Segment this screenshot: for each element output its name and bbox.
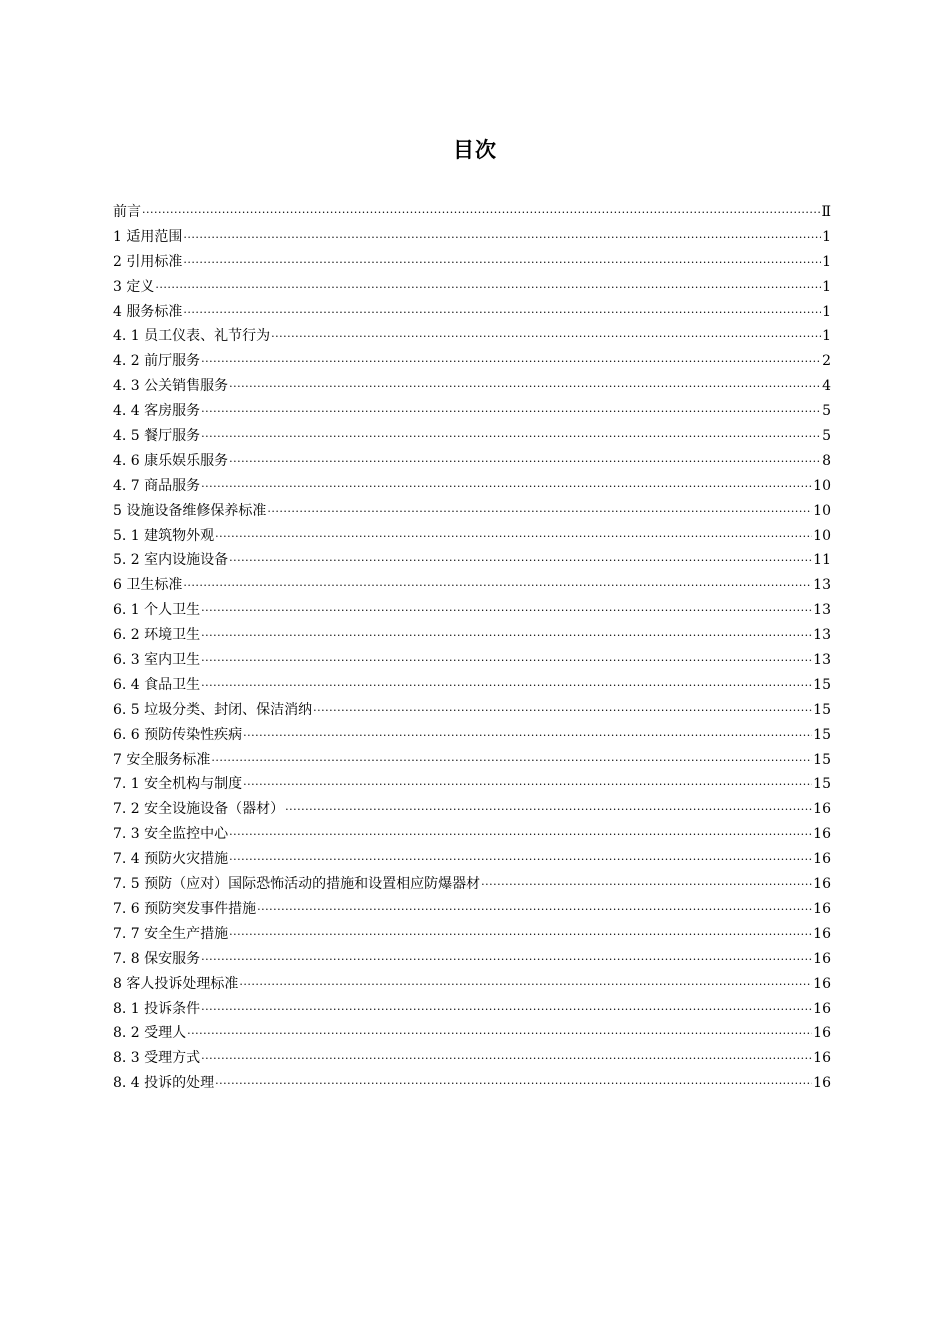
toc-entry-page: 8 (822, 452, 831, 469)
toc-entry[interactable] (113, 374, 831, 399)
toc-entry-page: 2 (822, 353, 831, 370)
toc-entry-page: 1 (822, 328, 831, 345)
toc-entry-label: 8. 4 投诉的处理 (113, 1075, 215, 1092)
toc-entry-page: 16 (813, 975, 831, 992)
toc-entry-label: 6. 4 食品卫生 (113, 676, 201, 693)
toc-leader-dots (313, 699, 812, 724)
toc-entry[interactable] (113, 1021, 831, 1046)
toc-entry-label: 7. 8 保安服务 (113, 950, 201, 967)
toc-entry-page: 16 (813, 950, 831, 967)
toc-leader-dots (201, 599, 812, 624)
toc-entry-page: 5 (822, 403, 831, 420)
toc-leader-dots (201, 649, 812, 674)
toc-entry-label: 7 安全服务标准 (113, 751, 211, 768)
toc-leader-dots (201, 998, 812, 1023)
toc-entry[interactable] (113, 225, 831, 250)
toc-entry-page: 1 (822, 303, 831, 320)
toc-leader-dots (285, 798, 812, 823)
toc-leader-dots (267, 500, 812, 525)
toc-entry-label: 6. 2 环境卫生 (113, 627, 201, 644)
toc-entry[interactable] (113, 748, 831, 773)
toc-entry-page: 16 (813, 1050, 831, 1067)
toc-entry-page: 4 (822, 378, 831, 395)
toc-entry[interactable] (113, 698, 831, 723)
toc-entry-page: 13 (813, 652, 831, 669)
toc-leader-dots (215, 1072, 812, 1097)
toc-entry[interactable] (113, 349, 831, 374)
toc-entry[interactable] (113, 399, 831, 424)
toc-entry-label: 7. 1 安全机构与制度 (113, 776, 243, 793)
page-title: 目次 (453, 138, 497, 162)
toc-entry-page: 16 (813, 851, 831, 868)
toc-entry-page: 16 (813, 1075, 831, 1092)
toc-entry-label: 7. 3 安全监控中心 (113, 826, 229, 843)
toc-entry[interactable] (113, 200, 831, 225)
toc-entry-page: 15 (813, 701, 831, 718)
toc-entry-label: 1 适用范围 (113, 228, 183, 245)
toc-entry-label: 6. 3 室内卫生 (113, 652, 201, 669)
toc-entry-label: 4. 1 员工仪表、礼节行为 (113, 328, 271, 345)
toc-entry-label: 4. 2 前厅服务 (113, 353, 201, 370)
toc-entry-page: 16 (813, 925, 831, 942)
toc-entry-label: 6. 5 垃圾分类、封闭、保洁消纳 (113, 701, 313, 718)
toc-leader-dots (201, 624, 812, 649)
toc-leader-dots (481, 873, 812, 898)
toc-entry[interactable] (113, 1046, 831, 1071)
toc-leader-dots (229, 450, 821, 475)
toc-entry-page: 13 (813, 577, 831, 594)
toc-entry-label: 前言 (113, 204, 141, 220)
toc-entry-label: 7. 5 预防（应对）国际恐怖活动的措施和设置相应防爆器材 (113, 876, 481, 893)
toc-entry-label: 4. 5 餐厅服务 (113, 428, 201, 445)
toc-entry-label: 8. 2 受理人 (113, 1025, 187, 1042)
toc-entry[interactable] (113, 524, 831, 549)
toc-entry-label: 3 定义 (113, 278, 155, 295)
toc-entry[interactable] (113, 947, 831, 972)
toc-entry-page: 10 (813, 502, 831, 519)
toc-entry-page: 15 (813, 776, 831, 793)
toc-entry[interactable] (113, 872, 831, 897)
toc-entry-page: 16 (813, 826, 831, 843)
toc-entry-page: 16 (813, 876, 831, 893)
toc-leader-dots (183, 574, 812, 599)
toc-entry[interactable] (113, 623, 831, 648)
toc-entry-label: 6 卫生标准 (113, 577, 183, 594)
toc-entry[interactable] (113, 797, 831, 822)
toc-entry[interactable] (113, 324, 831, 349)
toc-entry[interactable] (113, 772, 831, 797)
toc-entry[interactable] (113, 449, 831, 474)
toc-entry-page: 15 (813, 726, 831, 743)
toc-entry[interactable] (113, 972, 831, 997)
toc-entry-label: 8 客人投诉处理标准 (113, 975, 239, 992)
toc-entry-label: 6. 1 个人卫生 (113, 602, 201, 619)
toc-entry-label: 5 设施设备维修保养标准 (113, 502, 267, 519)
toc-entry[interactable] (113, 1071, 831, 1096)
toc-entry-page: 13 (813, 602, 831, 619)
toc-leader-dots (201, 400, 821, 425)
toc-entry[interactable] (113, 648, 831, 673)
toc-leader-dots (243, 724, 812, 749)
toc-entry-page: 1 (822, 228, 831, 245)
toc-leader-dots (201, 674, 812, 699)
toc-entry[interactable] (113, 300, 831, 325)
toc-entry-label: 4. 7 商品服务 (113, 477, 201, 494)
toc-leader-dots (201, 948, 812, 973)
toc-leader-dots (201, 350, 821, 375)
toc-entry[interactable] (113, 474, 831, 499)
toc-leader-dots (211, 749, 812, 774)
toc-entry-page: 15 (813, 751, 831, 768)
toc-leader-dots (183, 301, 821, 326)
toc-entry-page: 11 (813, 552, 831, 569)
toc-entry-page: 1 (822, 253, 831, 270)
toc-leader-dots (229, 375, 821, 400)
table-of-contents (113, 200, 831, 1096)
toc-entry[interactable] (113, 673, 831, 698)
toc-entry-label: 4. 6 康乐娱乐服务 (113, 452, 229, 469)
toc-entry[interactable] (113, 250, 831, 275)
toc-entry-label: 4 服务标准 (113, 303, 183, 320)
toc-entry-label: 5. 2 室内设施设备 (113, 552, 229, 569)
toc-entry-page: 13 (813, 627, 831, 644)
toc-entry-page: 16 (813, 1025, 831, 1042)
toc-entry[interactable] (113, 922, 831, 947)
toc-leader-dots (201, 475, 812, 500)
toc-entry[interactable] (113, 424, 831, 449)
toc-leader-dots (155, 276, 821, 301)
toc-leader-dots (229, 923, 812, 948)
toc-entry[interactable] (113, 897, 831, 922)
toc-entry-page: 16 (813, 801, 831, 818)
toc-entry[interactable] (113, 997, 831, 1022)
toc-entry[interactable] (113, 573, 831, 598)
toc-entry-label: 6. 6 预防传染性疾病 (113, 726, 243, 743)
toc-entry-page: 10 (813, 527, 831, 544)
toc-leader-dots (257, 898, 812, 923)
toc-leader-dots (183, 251, 821, 276)
toc-entry[interactable] (113, 847, 831, 872)
toc-entry-page: 15 (813, 676, 831, 693)
toc-leader-dots (229, 848, 812, 873)
toc-leader-dots (187, 1022, 812, 1047)
toc-entry-label: 7. 2 安全设施设备（器材） (113, 801, 285, 818)
toc-entry[interactable] (113, 548, 831, 573)
toc-entry[interactable] (113, 723, 831, 748)
toc-leader-dots (229, 823, 812, 848)
toc-leader-dots (239, 973, 812, 998)
toc-entry-page: 5 (822, 428, 831, 445)
toc-entry-label: 8. 3 受理方式 (113, 1050, 201, 1067)
toc-entry-label: 2 引用标准 (113, 253, 183, 270)
toc-leader-dots (271, 325, 821, 350)
toc-entry-page: Ⅱ (821, 204, 831, 220)
toc-leader-dots (243, 773, 812, 798)
toc-entry[interactable] (113, 598, 831, 623)
toc-entry-label: 7. 4 预防火灾措施 (113, 851, 229, 868)
toc-entry-label: 4. 3 公关销售服务 (113, 378, 229, 395)
toc-entry-page: 10 (813, 477, 831, 494)
toc-entry-label: 5. 1 建筑物外观 (113, 527, 215, 544)
toc-leader-dots (142, 201, 820, 226)
toc-entry-page: 1 (822, 278, 831, 295)
toc-leader-dots (215, 525, 812, 550)
toc-entry-label: 8. 1 投诉条件 (113, 1000, 201, 1017)
toc-entry[interactable] (113, 499, 831, 524)
toc-entry[interactable] (113, 275, 831, 300)
toc-leader-dots (201, 425, 821, 450)
toc-entry-page: 16 (813, 900, 831, 917)
toc-entry-page: 16 (813, 1000, 831, 1017)
toc-entry-label: 7. 7 安全生产措施 (113, 925, 229, 942)
toc-leader-dots (183, 226, 821, 251)
toc-leader-dots (201, 1047, 812, 1072)
toc-entry-label: 7. 6 预防突发事件措施 (113, 900, 257, 917)
toc-entry[interactable] (113, 822, 831, 847)
toc-leader-dots (229, 549, 812, 574)
toc-entry-label: 4. 4 客房服务 (113, 403, 201, 420)
